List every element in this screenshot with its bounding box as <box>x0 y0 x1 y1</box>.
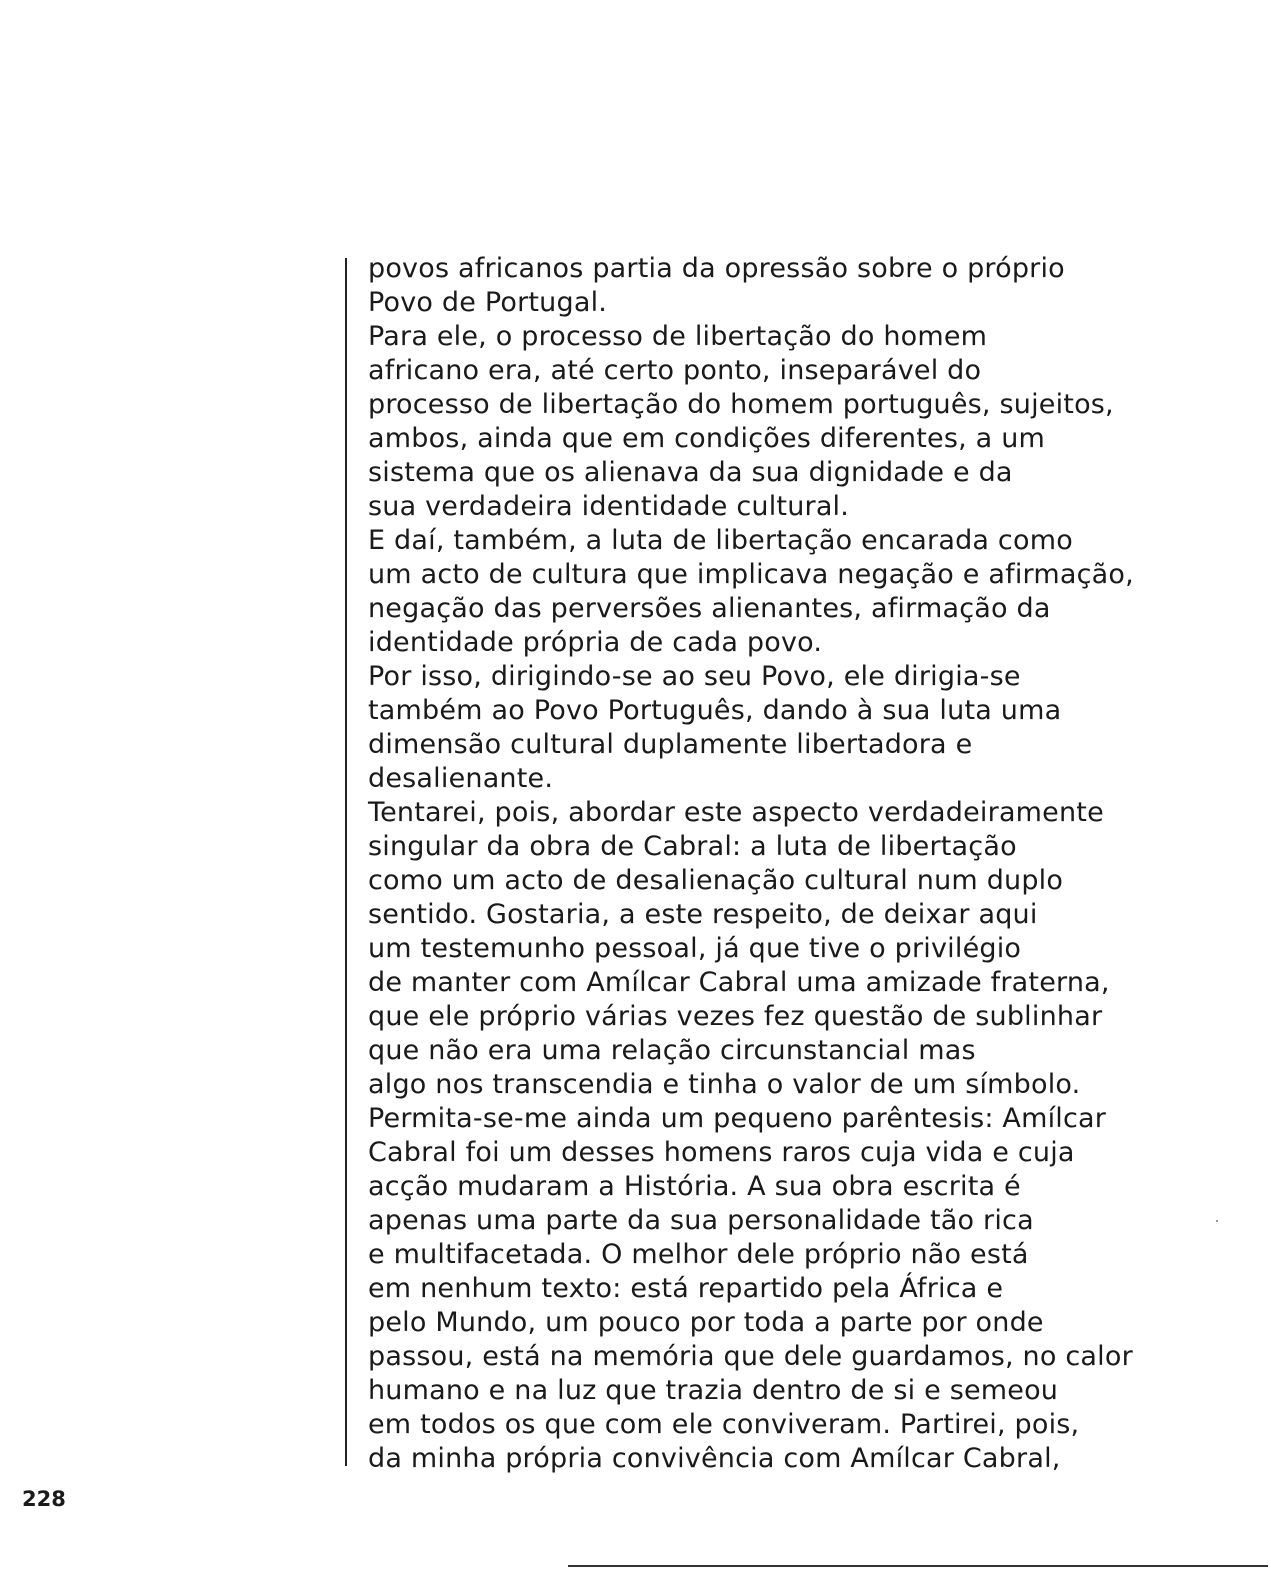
text-line: ambos, ainda que em condições diferentes, a um <box>368 423 1046 454</box>
text-line: dimensão cultural duplamente libertadora e <box>368 729 973 760</box>
text-line: E daí, também, a luta de libertação encarada como <box>368 525 1073 556</box>
text-line: de manter com Amílcar Cabral uma amizade fraterna, <box>368 967 1110 998</box>
text-line: pelo Mundo, um pouco por toda a parte por onde <box>368 1307 1044 1338</box>
page-number: 228 <box>22 1487 66 1511</box>
text-line: um acto de cultura que implicava negação e afirmação, <box>368 559 1134 590</box>
text-line: também ao Povo Português, dando à sua luta uma <box>368 695 1062 726</box>
text-line: apenas uma parte da sua personalidade tão rica <box>368 1205 1034 1236</box>
bottom-scan-edge <box>568 1565 1268 1567</box>
text-line: como um acto de desalienação cultural num duplo <box>368 865 1064 896</box>
scan-speck <box>1216 1220 1218 1222</box>
text-line: desalienante. <box>368 763 554 794</box>
text-line: e multifacetada. O melhor dele próprio não está <box>368 1239 1029 1270</box>
text-line: humano e na luz que trazia dentro de si e semeou <box>368 1375 1059 1406</box>
text-line: em nenhum texto: está repartido pela África e <box>368 1273 1004 1304</box>
text-line: negação das perversões alienantes, afirmação da <box>368 593 1051 624</box>
text-line: algo nos transcendia e tinha o valor de um símbolo. <box>368 1069 1081 1100</box>
text-line: sua verdadeira identidade cultural. <box>368 491 850 522</box>
text-line: um testemunho pessoal, já que tive o privilégio <box>368 933 1022 964</box>
text-line: Tentarei, pois, abordar este aspecto verdadeiramente <box>368 797 1104 828</box>
text-line: Permita-se-me ainda um pequeno parêntesis: Amílcar <box>368 1103 1107 1134</box>
text-line: sentido. Gostaria, a este respeito, de deixar aqui <box>368 899 1038 930</box>
text-line: Por isso, dirigindo-se ao seu Povo, ele dirigia-se <box>368 661 1021 692</box>
text-line: acção mudaram a História. A sua obra escrita é <box>368 1171 1021 1202</box>
text-line: que não era uma relação circunstancial mas <box>368 1035 976 1066</box>
body-text <box>368 252 1258 1476</box>
text-line: identidade própria de cada povo. <box>368 627 823 658</box>
text-line: africano era, até certo ponto, inseparável do <box>368 355 982 386</box>
text-line: Para ele, o processo de libertação do homem <box>368 321 988 352</box>
margin-rule <box>345 258 347 1466</box>
text-line: singular da obra de Cabral: a luta de libertação <box>368 831 1017 862</box>
text-line: Povo de Portugal. <box>368 287 608 318</box>
text-line: passou, está na memória que dele guardamos, no calor <box>368 1341 1133 1372</box>
text-line: processo de libertação do homem português, sujeitos, <box>368 389 1114 420</box>
text-line: que ele próprio várias vezes fez questão de sublinhar <box>368 1001 1103 1032</box>
text-line: povos africanos partia da opressão sobre o próprio <box>368 253 1065 284</box>
text-line: Cabral foi um desses homens raros cuja vida e cuja <box>368 1137 1075 1168</box>
text-line: sistema que os alienava da sua dignidade e da <box>368 457 1013 488</box>
text-line: em todos os que com ele conviveram. Partirei, pois, <box>368 1409 1080 1440</box>
text-line: da minha própria convivência com Amílcar Cabral, <box>368 1443 1061 1474</box>
